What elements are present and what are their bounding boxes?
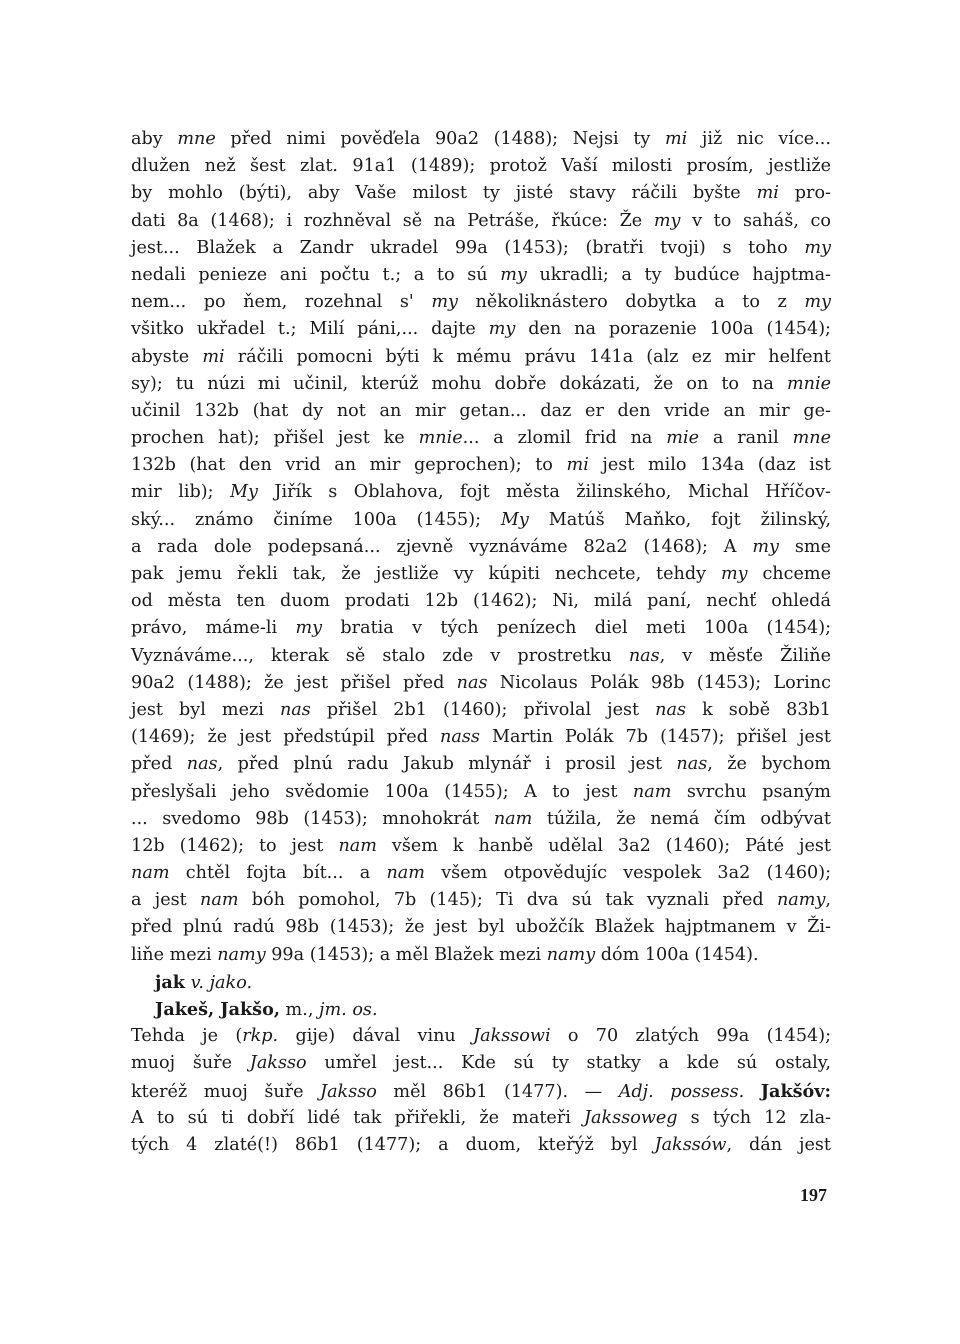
text-line: přeslyšali jeho svědomie 100a (1455); A to jest nam svrchu psaným xyxy=(131,781,831,802)
text-line: Tehda je (rkp. gije) dával vinu Jakssowi o 70 zlatých 99a (1454); xyxy=(131,1026,831,1047)
text-line: (1469); že jest předstúpil před nass Martin Polák 7b (1457); přišel jest xyxy=(131,727,831,748)
text-line: právo, máme-li my bratia v tých penízech diel meti 100a (1454); xyxy=(131,618,831,639)
text-line: od města ten duom prodati 12b (1462); Ni, milá paní, nechť ohledá xyxy=(131,591,831,612)
text-line: Jakeš, Jakšo, m., jm. os. xyxy=(155,999,378,1020)
text-line: abyste mi ráčili pomocni býti k mému právu 141a (alz ez mir helfent xyxy=(131,346,831,367)
page-number: 197 xyxy=(800,1185,827,1205)
text-line: prochen hat); přišel jest ke mnie... a zlomil frid na mie a ranil mne xyxy=(131,428,831,449)
text-line: by mohlo (býti), aby Vaše milost ty jisté stavy ráčili byšte mi pro- xyxy=(131,183,831,204)
text-line: nedali penieze ani počtu t.; a to sú my ukradli; a ty budúce hajptma- xyxy=(131,264,832,285)
text-line: liňe mezi namy 99a (1453); a měl Blažek mezi namy dóm 100a (1454). xyxy=(131,944,759,965)
text-line: dlužen než šest zlat. 91a1 (1489); protož Vaší milosti prosím, jestliže xyxy=(131,156,831,177)
text-line: sy); tu núzi mi učinil, kterúž mohu dobře dokázati, že on to na mnie xyxy=(131,373,831,394)
text-line: kteréž muoj šuře Jaksso měl 86b1 (1477). — Adj. possess. Jakšóv: xyxy=(131,1080,831,1102)
text-line: a jest nam bóh pomohol, 7b (145); Ti dva sú tak vyznali před namy, xyxy=(131,890,831,911)
text-line: pak jemu řekli tak, že jestliže vy kúpiti nechcete, tehdy my chceme xyxy=(131,564,832,584)
text-line: aby mne před nimi pověďela 90a2 (1488); Nejsi ty mi již nic více... xyxy=(131,129,831,149)
text-line: 132b (hat den vrid an mir geprochen); to mi jest milo 134a (daz ist xyxy=(131,455,832,476)
text-line: jak v. jako. xyxy=(155,971,253,993)
text-line: nem... po ňem, rozehnal s' my několiknástero dobytka a to z my xyxy=(131,292,831,313)
text-line: ... svedomo 98b (1453); mnohokrát nam túžila, že nemá čím odbývat xyxy=(131,808,831,829)
text-line: a rada dole podepsaná... zjevně vyznáváme 82a2 (1468); A my sme xyxy=(131,536,832,557)
text-line: A to sú ti dobří lidé tak přiřekli, že mateři Jakssoweg s tých 12 zla- xyxy=(131,1107,831,1128)
text-line: mir lib); My Jiřík s Oblahova, fojt města žilinského, Michal Hříčov- xyxy=(131,482,831,503)
text-line: muoj šuře Jaksso umřel jest... Kde sú ty statky a kde sú ostaly, xyxy=(131,1053,832,1074)
text-line: jest... Blažek a Zandr ukradel 99a (1453); (bratři tvoji) s toho my xyxy=(131,237,831,258)
text-line: nam chtěl fojta bít... a nam všem otpovědujíc vespolek 3a2 (1460); xyxy=(131,863,831,884)
text-line: ský... známo činíme 100a (1455); My Matúš Maňko, fojt žilinský, xyxy=(131,509,831,530)
text-line: před nas, před plnú radu Jakub mlynář i prosil jest nas, že bychom xyxy=(131,754,831,775)
text-line: 12b (1462); to jest nam všem k hanbě udělal 3a2 (1460); Páté jest xyxy=(131,835,831,856)
text-line: jest byl mezi nas přišel 2b1 (1460); přivolal jest nas k sobě 83b1 xyxy=(131,699,832,720)
text-line: před plnú radú 98b (1453); že jest byl ubožčík Blažek hajptmanem v Ži- xyxy=(131,917,831,938)
text-line: dati 8a (1468); i rozhněval sě na Petráše, řkúce: Že my v to saháš, co xyxy=(131,210,831,231)
text-line: učinil 132b (hat dy not an mir getan... daz er den vride an mir ge- xyxy=(131,400,831,421)
text-line: 90a2 (1488); že jest přišel před nas Nicolaus Polák 98b (1453); Lorinc xyxy=(131,672,831,693)
text-line: Vyznáváme..., kterak sě stalo zde v prostretku nas, v měsťe Žiliňe xyxy=(131,645,832,666)
text-line: tých 4 zlaté(!) 86b1 (1477); a duom, kteřýž byl Jakssów, dán jest xyxy=(131,1134,831,1155)
body-text xyxy=(131,126,831,1159)
text-line: všitko ukřadel t.; Milí páni,... dajte my den na porazenie 100a (1454); xyxy=(131,319,831,340)
